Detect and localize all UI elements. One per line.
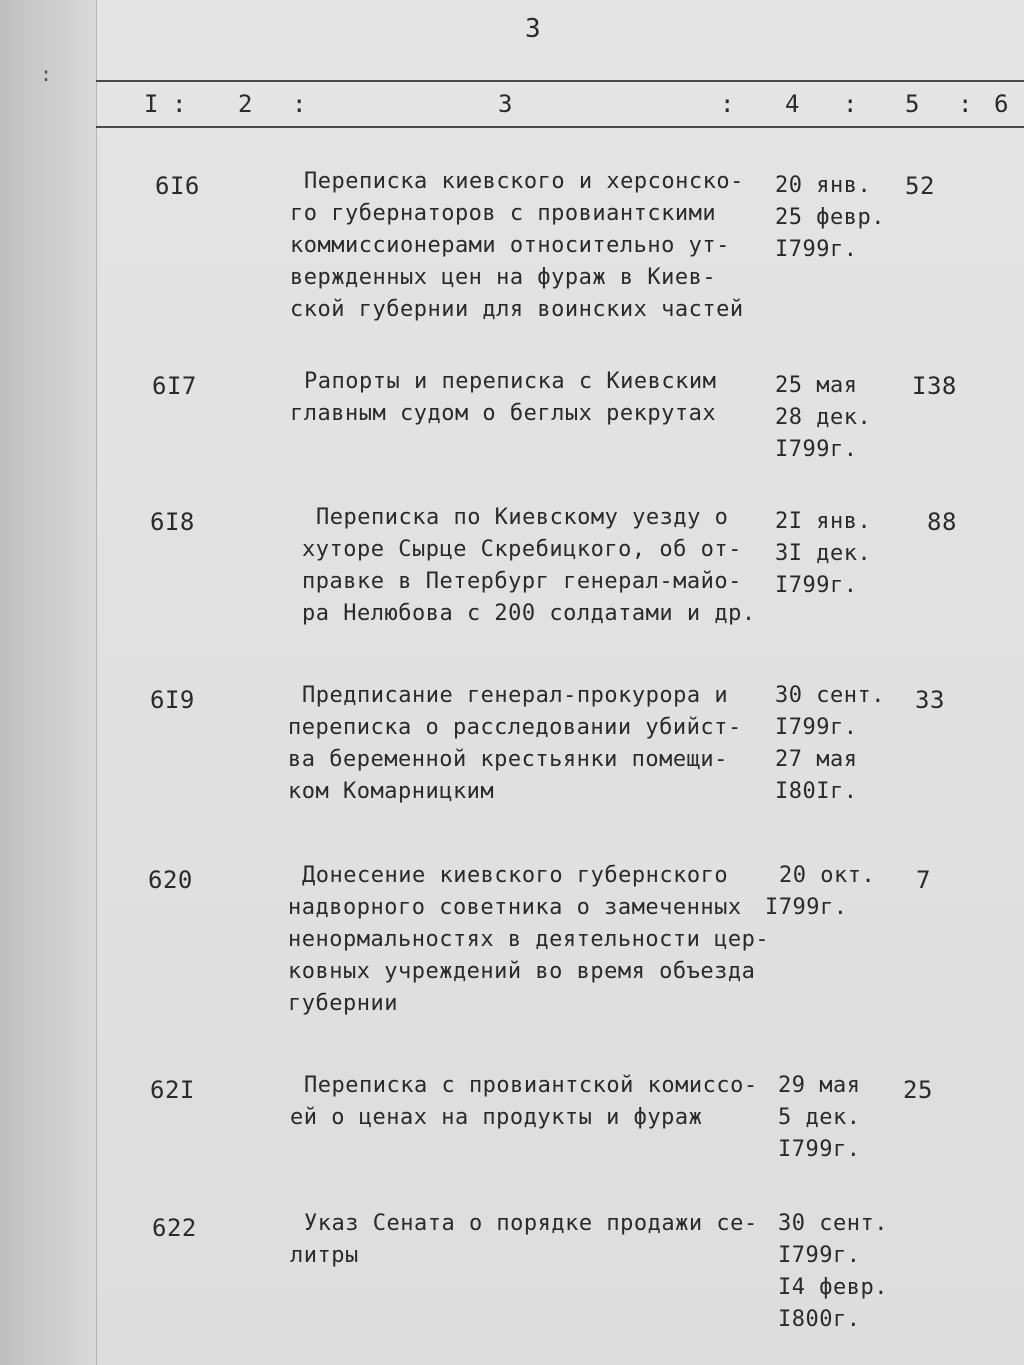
entry-sheets: 52 <box>905 172 935 200</box>
description-line: ской губернии для воинских частей <box>290 297 744 322</box>
entry-description <box>288 680 742 808</box>
description-line: Предписание генерал-прокурора и <box>302 683 729 708</box>
description-line: Указ Сената о порядке продажи се- <box>304 1211 758 1236</box>
entry-number: 6I6 <box>155 172 200 200</box>
description-line: правке в Петербург генерал-майо- <box>302 569 742 594</box>
entry-sheets: I38 <box>912 372 957 400</box>
date-line: 27 мая <box>775 747 858 772</box>
description-line: вержденных цен на фураж в Киев- <box>290 265 717 290</box>
entry-number: 6I8 <box>150 508 195 536</box>
date-line: 2I янв. <box>775 509 872 534</box>
description-line: ком Комарницким <box>288 779 495 804</box>
entry-dates <box>778 1208 888 1336</box>
description-line: ненормальностях в деятельности цер- <box>288 927 770 952</box>
column-header-6: 6 <box>994 90 1009 118</box>
header-rule-bottom <box>96 126 1024 128</box>
entry-number: 620 <box>148 866 193 894</box>
date-line: 3I дек. <box>775 541 872 566</box>
entry-dates <box>775 370 871 466</box>
entry-number: 6I7 <box>152 372 197 400</box>
date-line: 30 сент. <box>775 683 885 708</box>
description-line: хуторе Сырце Скребицкого, об от- <box>302 537 742 562</box>
entry-sheets: 7 <box>916 866 931 894</box>
description-line: коммиссионерами относительно ут- <box>290 233 730 258</box>
entry-description <box>290 166 744 326</box>
entry-dates <box>775 680 885 808</box>
date-line: I800г. <box>778 1307 861 1332</box>
date-line: 25 февр. <box>775 205 885 230</box>
entry-description <box>288 860 769 1020</box>
entry-sheets: 88 <box>927 508 957 536</box>
column-separator: : <box>958 90 973 118</box>
column-header-3: 3 <box>498 90 513 118</box>
date-line: 28 дек. <box>775 405 872 430</box>
date-line: 5 дек. <box>778 1105 861 1130</box>
description-line: го губернаторов с провиантскими <box>290 201 717 226</box>
description-line: губернии <box>288 991 398 1016</box>
entry-description <box>302 502 756 630</box>
entry-number: 622 <box>152 1214 197 1242</box>
description-line: ей о ценах на продукты и фураж <box>290 1105 703 1130</box>
column-separator: : <box>843 90 858 118</box>
entry-dates <box>778 1070 860 1166</box>
header-rule-top <box>96 80 1024 82</box>
date-line: I80Iг. <box>775 779 858 804</box>
description-line: Переписка киевского и херсонско- <box>304 169 744 194</box>
description-line: Переписка по Киевскому уезду о <box>316 505 729 530</box>
description-line: Рапорты и переписка с Киевским <box>304 369 717 394</box>
description-line: главным судом о беглых рекрутах <box>290 401 717 426</box>
date-line: 25 мая <box>775 373 858 398</box>
date-line: 20 янв. <box>775 173 872 198</box>
column-header-2: 2 <box>238 90 253 118</box>
column-header-5: 5 <box>905 90 920 118</box>
description-line: Донесение киевского губернского <box>302 863 729 888</box>
date-line: I799г. <box>765 895 848 920</box>
description-line: ра Нелюбова с 200 солдатами и др. <box>302 601 756 626</box>
description-line: ва беременной крестьянки помещи- <box>288 747 728 772</box>
description-line: ковных учреждений во время объезда <box>288 959 756 984</box>
page-number: 3 <box>525 14 541 44</box>
date-line: I799г. <box>775 237 858 262</box>
entry-description <box>290 1070 758 1134</box>
column-separator: : <box>172 90 187 118</box>
entry-dates <box>775 506 871 602</box>
column-header-1: I <box>144 90 159 118</box>
column-separator: : <box>720 90 735 118</box>
date-line: I799г. <box>778 1137 861 1162</box>
date-line: I799г. <box>778 1243 861 1268</box>
description-line: Переписка с провиантской комиссо- <box>304 1073 758 1098</box>
description-line: литры <box>290 1243 359 1268</box>
entry-dates <box>775 170 885 266</box>
date-line: I799г. <box>775 715 858 740</box>
column-header-4: 4 <box>785 90 800 118</box>
entry-number: 62I <box>150 1076 195 1104</box>
column-separator: : <box>292 90 307 118</box>
entry-sheets: 25 <box>903 1076 933 1104</box>
entry-sheets: 33 <box>915 686 945 714</box>
entry-dates <box>765 860 875 924</box>
entry-description <box>290 1208 758 1272</box>
date-line: 20 окт. <box>779 863 876 888</box>
description-line: переписка о расследовании убийст- <box>288 715 742 740</box>
entry-number: 6I9 <box>150 686 195 714</box>
date-line: I799г. <box>775 437 858 462</box>
date-line: I799г. <box>775 573 858 598</box>
entry-description <box>290 366 716 430</box>
date-line: I4 февр. <box>778 1275 888 1300</box>
description-line: надворного советника о замеченных <box>288 895 742 920</box>
date-line: 30 сент. <box>778 1211 888 1236</box>
date-line: 29 мая <box>778 1073 861 1098</box>
margin-mark: : <box>40 62 53 86</box>
